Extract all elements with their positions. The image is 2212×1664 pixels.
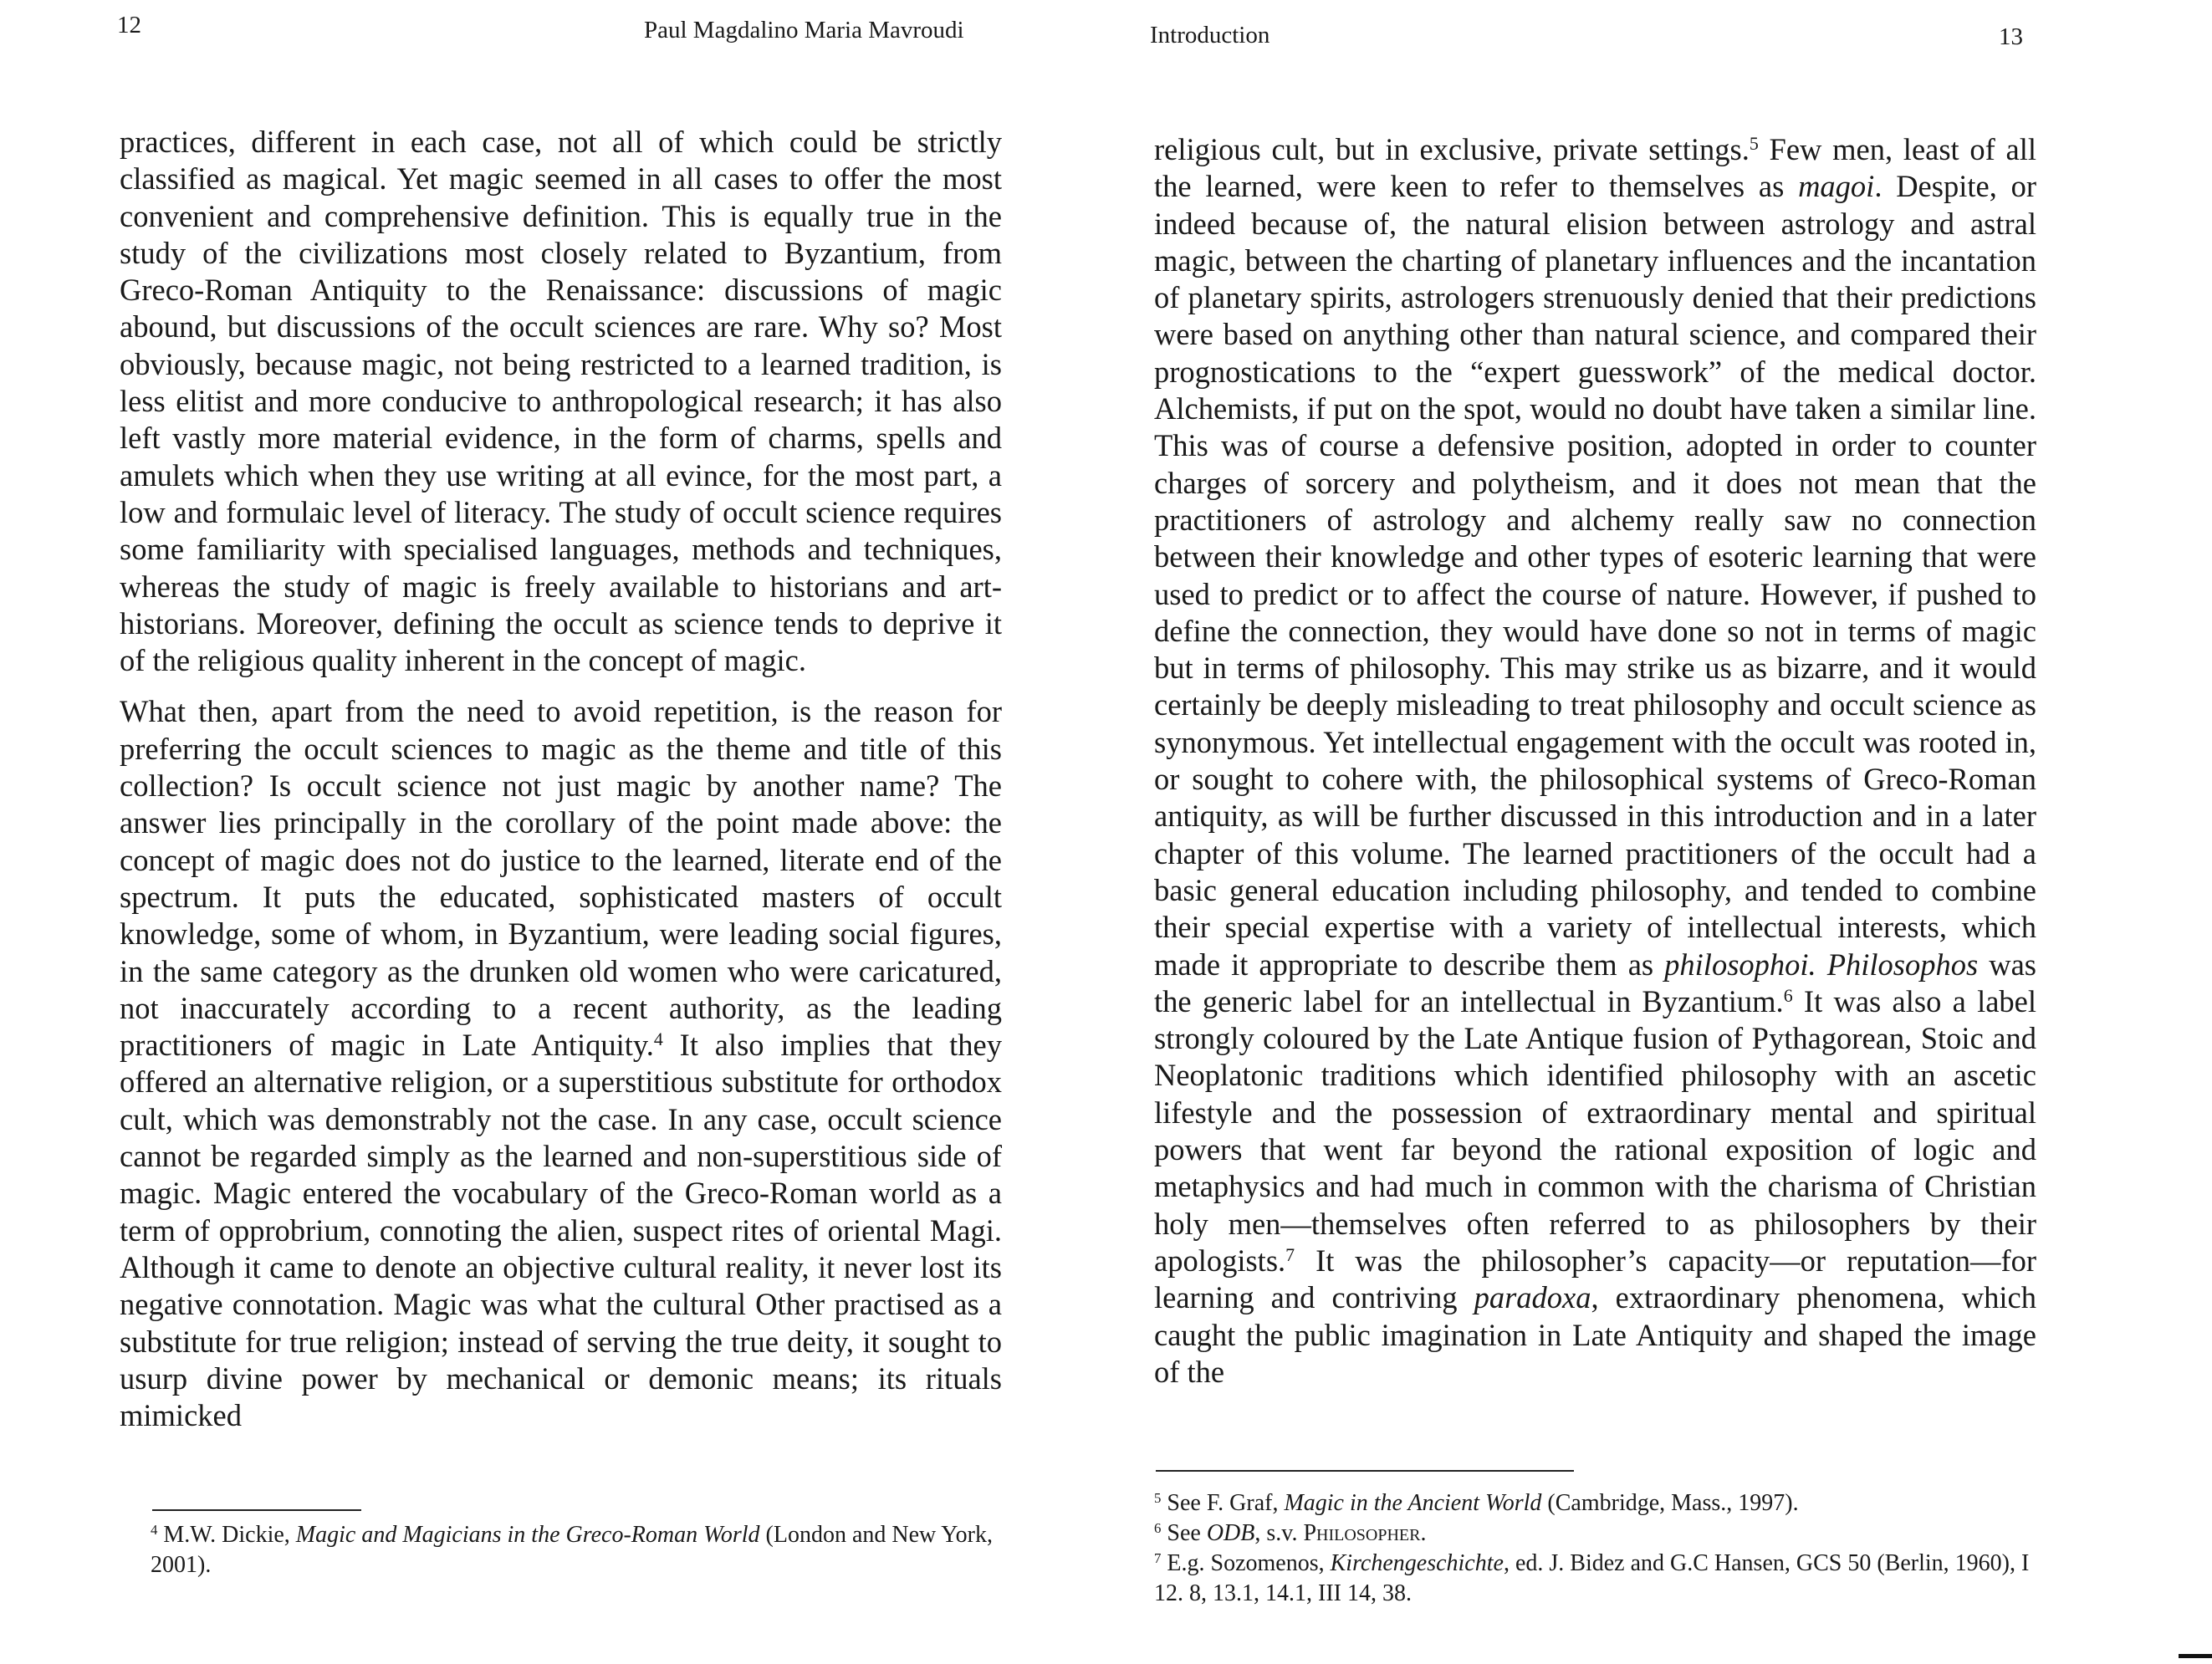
footnote-ref[interactable]: 6 — [1783, 984, 1793, 1006]
running-head: Introduction — [1150, 22, 1270, 48]
page-number: 12 — [117, 12, 141, 38]
scan-edge-mark — [2179, 1654, 2212, 1658]
footnote: $^7$ E.g. Sozomenos, Kirchengeschichte, ed. J. Bidez and G.C Hansen, GCS 50 (Berlin, 1960), I 12. 8, 13.1, 14.1, III 14, 38. — [1154, 1549, 2030, 1606]
main-text — [120, 124, 1002, 1434]
main-text — [1154, 131, 2036, 1391]
footnote: $^6$ See ODB, s.v. Philosopher. — [1154, 1519, 1427, 1546]
footnote-ref[interactable]: 4 — [653, 1029, 663, 1050]
footnote-ref[interactable]: 7 — [1285, 1243, 1295, 1265]
footnote: $^4$ M.W. Dickie, Magic and Magicians in the Greco-Roman World (London and New York, 2001). — [151, 1521, 993, 1578]
footnote-rule — [1156, 1470, 1574, 1472]
left-page — [0, 0, 1104, 1664]
footnotes — [151, 1520, 999, 1580]
paragraph: practices, different in each case, not all of which could be strictly classified as magical. Yet magic seemed in all cases to offer the most convenient and comprehensive definition. This is equally true in the study of the civilizations most closely related to Byzantium, from Greco-Roman Antiquity to the Renaissance: discussions of magic abound, but discussions of the occult sciences are rare. Why so? Most obviously, because magic, not being restricted to a learned tradition, is less elitist and more conducive to anthropological research; it has also left vastly more material evidence, in the form of charms, spells and amulets which when they use writing at all evince, for the most part, a low and formulaic level of literacy. The study of occult science requires some familiarity with specialised languages, methods and techniques, whereas the study of magic is freely available to historians and art-historians. Moreover, defining the occult as science tends to deprive it of the religious quality inherent in the concept of magic. — [120, 125, 1002, 678]
footnote: $^5$ See F. Graf, Magic in the Ancient World (Cambridge, Mass., 1997). — [1154, 1489, 1799, 1516]
footnote-rule — [152, 1509, 361, 1511]
page-number: 13 — [1999, 23, 2023, 50]
footnote-ref[interactable]: 5 — [1749, 132, 1759, 154]
running-head: Paul Magdalino Maria Mavroudi — [644, 17, 964, 43]
paragraph: religious cult, but in exclusive, private settings.$^5$ Few men, least of all the learned, were keen to refer to themselves as magoi. Despite, or indeed because of, the natural elision between astrology and astral magic, between the charting of planetary influences and the incantation of planetary spirits, astrologers strenuously denied that their predictions were based on anything other than natural science, and compared their prognostications to the “expert guesswork” of the medical doctor. Alchemists, if put on the spot, would no doubt have taken a similar line. This was of course a defensive position, adopted in order to counter charges of sorcery and polytheism, and it does not mean that the practitioners of astrology and alchemy really saw no connection between their knowledge and other types of esoteric learning that were used to predict or to affect the course of nature. However, if pushed to define the connection, they would have done so not in terms of magic but in terms of philosophy. This may strike us as bizarre, and it would certainly be deeply misleading to treat philosophy and occult science as synonymous. Yet intellectual engagement with the occult was rooted in, or sought to cohere with, the philosophical systems of Greco-Roman antiquity, as will be further discussed in this introduction and in a later chapter of this volume. The learned practitioners of the occult had a basic general education including philosophy, and tended to combine their special expertise with a variety of intellectual interests, which made it appropriate to describe them as philosophoi. Philosophos was the generic label for an intellectual in Byzantium.$^6$ It was also a label strongly coloured by the Late Antique fusion of Pythagorean, Stoic and Neoplatonic traditions which identified philosophy with an ascetic lifestyle and the possession of extraordinary mental and spiritual powers that went far beyond the rational exposition of logic and metaphysics and had much in common with the charisma of Christian holy men—themselves often referred to as philosophers by their apologists.$^7$ It was the philosopher’s capacity—or reputation—for learning and contriving paradoxa, extraordinary phenomena, which caught the public imagination in Late Antiquity and shaped the image of the — [1154, 132, 2036, 1389]
right-page — [1108, 0, 2212, 1664]
footnotes — [1154, 1488, 2041, 1609]
paragraph: What then, apart from the need to avoid repetition, is the reason for preferring the occult sciences to magic as the theme and title of this collection? Is occult science not just magic by another name? The answer lies principally in the corollary of the point made above: the concept of magic does not do justice to the learned, literate end of the spectrum. It puts the educated, sophisticated masters of occult knowledge, some of whom, in Byzantium, were leading social figures, in the same category as the drunken old women who were caricatured, not inaccurately according to a recent authority, as the leading practitioners of magic in Late Antiquity.$^4$ It also implies that they offered an alternative religion, or a superstitious substitute for orthodox cult, which was demonstrably not the case. In any case, occult science cannot be regarded simply as the learned and non-superstitious side of magic. Magic entered the vocabulary of the Greco-Roman world as a term of opprobrium, connoting the alien, suspect rites of oriental Magi. Although it came to denote an objective cultural reality, it never lost its negative connotation. Magic was what the cultural Other practised as a substitute for true religion; instead of serving the true deity, it sought to usurp divine power by mechanical or demonic means; its rituals mimicked — [120, 694, 1002, 1433]
